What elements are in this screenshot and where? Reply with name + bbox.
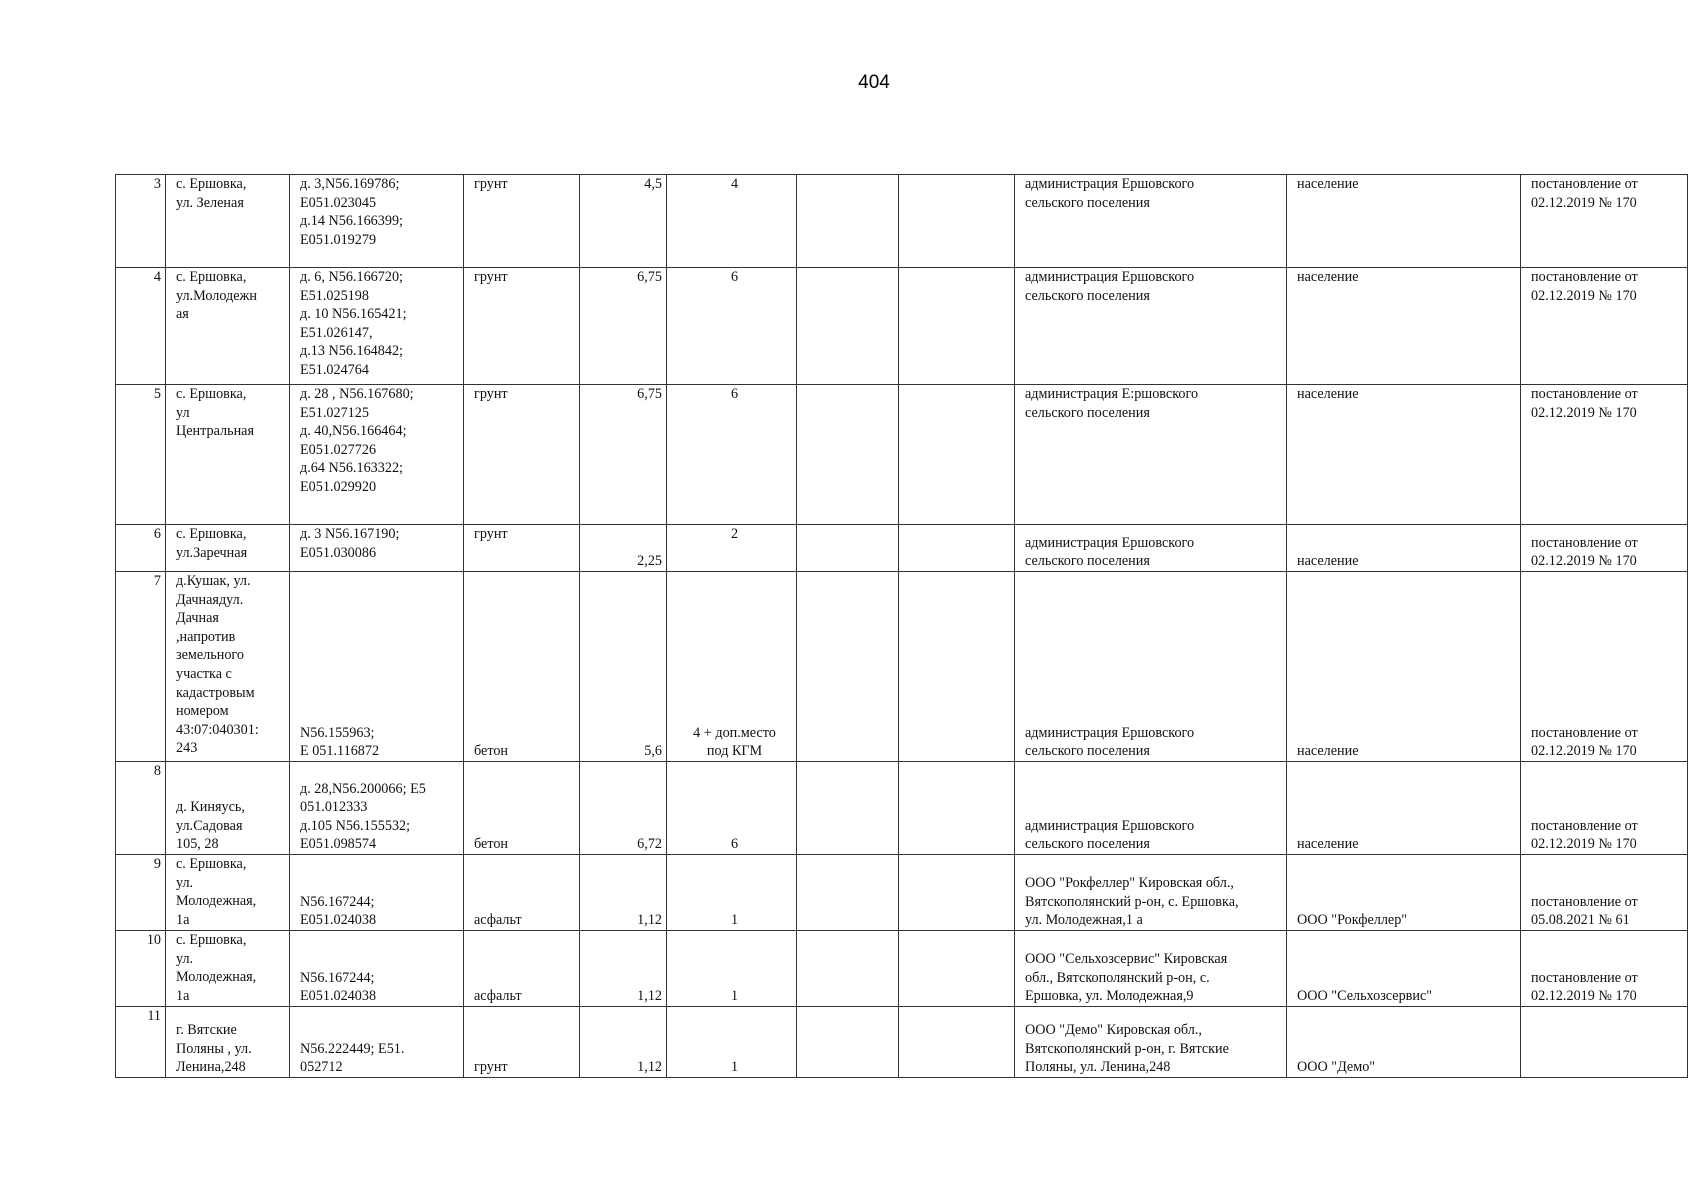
length-cell: 1,12 [580,855,667,931]
surface-cell: грунт [464,175,580,268]
document-cell: постановление от 02.12.2019 № 170 [1521,525,1688,572]
table-row [116,525,1688,572]
address-cell: с. Ершовка, ул. Молодежная, 1а [166,931,290,1007]
length-cell: 5,6 [580,572,667,762]
document-cell [1521,1007,1688,1078]
owner-cell: ООО "Рокфеллер" Кировская обл., Вятскополянский р-он, с. Ершовка, ул. Молодежная,1 а [1015,855,1287,931]
users-cell: население [1287,175,1521,268]
surface-cell: асфальт [464,855,580,931]
users-cell: население [1287,268,1521,385]
row-number: 10 [116,931,166,1007]
address-cell: с. Ершовка, ул.Заречная [166,525,290,572]
empty-cell [797,1007,899,1078]
row-number: 6 [116,525,166,572]
coordinates-cell: N56.222449; Е51. 052712 [290,1007,464,1078]
owner-cell: ООО "Сельхозсервис" Кировская обл., Вятскополянский р-он, с. Ершовка, ул. Молодежная,9 [1015,931,1287,1007]
users-cell: ООО "Сельхозсервис" [1287,931,1521,1007]
empty-cell [797,525,899,572]
places-cell: 4 [667,175,797,268]
table-row [116,268,1688,385]
places-cell: 4 + доп.место под КГМ [667,572,797,762]
address-cell: д.Кушак, ул. Дачнаядул. Дачная ,напротив земельного участка с кадастровым номером 43:07:040301: 243 [166,572,290,762]
empty-cell [797,762,899,855]
users-cell: население [1287,762,1521,855]
users-cell: население [1287,572,1521,762]
empty-cell [899,931,1015,1007]
empty-cell [797,385,899,525]
surface-cell: асфальт [464,931,580,1007]
places-cell: 6 [667,385,797,525]
places-cell: 1 [667,1007,797,1078]
length-cell: 6,75 [580,385,667,525]
places-cell: 6 [667,268,797,385]
empty-cell [797,572,899,762]
coordinates-cell: д. 6, N56.166720; Е51.025198 д. 10 N56.165421; Е51.026147, д.13 N56.164842; Е51.024764 [290,268,464,385]
table-row [116,931,1688,1007]
coordinates-cell: д. 3 N56.167190; Е051.030086 [290,525,464,572]
surface-cell: грунт [464,385,580,525]
address-cell: с. Ершовка, ул Центральная [166,385,290,525]
coordinates-cell: д. 3,N56.169786; Е051.023045 д.14 N56.166399; Е051.019279 [290,175,464,268]
row-number: 11 [116,1007,166,1078]
empty-cell [899,762,1015,855]
page-number: 404 [858,72,890,93]
users-cell: ООО "Рокфеллер" [1287,855,1521,931]
row-number: 9 [116,855,166,931]
address-cell: с. Ершовка, ул. Зеленая [166,175,290,268]
document-cell: постановление от 02.12.2019 № 170 [1521,268,1688,385]
empty-cell [899,268,1015,385]
length-cell: 4,5 [580,175,667,268]
users-cell: население [1287,385,1521,525]
table-row [116,855,1688,931]
users-cell: ООО "Демо" [1287,1007,1521,1078]
table-row [116,385,1688,525]
document-cell: постановление от 02.12.2019 № 170 [1521,175,1688,268]
users-cell: население [1287,525,1521,572]
owner-cell: администрация Ершовского сельского поселения [1015,175,1287,268]
coordinates-cell: N56.155963; Е 051.116872 [290,572,464,762]
address-cell: г. Вятские Поляны , ул. Ленина,248 [166,1007,290,1078]
address-cell: д. Киняусь, ул.Садовая 105, 28 [166,762,290,855]
document-cell: постановление от 02.12.2019 № 170 [1521,762,1688,855]
registry-table [115,174,1688,1078]
document-cell: постановление от 05.08.2021 № 61 [1521,855,1688,931]
row-number: 4 [116,268,166,385]
places-cell: 2 [667,525,797,572]
coordinates-cell: д. 28 , N56.167680; Е51.027125 д. 40,N56.166464; Е051.027726 д.64 N56.163322; Е051.029920 [290,385,464,525]
document-cell: постановление от 02.12.2019 № 170 [1521,572,1688,762]
surface-cell: грунт [464,1007,580,1078]
empty-cell [899,1007,1015,1078]
empty-cell [899,385,1015,525]
places-cell: 6 [667,762,797,855]
owner-cell: администрация Ершовского сельского поселения [1015,268,1287,385]
table-row [116,1007,1688,1078]
length-cell: 1,12 [580,931,667,1007]
owner-cell: администрация Е:ршовского сельского поселения [1015,385,1287,525]
coordinates-cell: N56.167244; Е051.024038 [290,855,464,931]
owner-cell: ООО "Демо" Кировская обл., Вятскополянский р-он, г. Вятские Поляны, ул. Ленина,248 [1015,1007,1287,1078]
table-body [116,175,1688,1078]
owner-cell: администрация Ершовского сельского поселения [1015,762,1287,855]
owner-cell: администрация Ершовского сельского поселения [1015,572,1287,762]
document-cell: постановление от 02.12.2019 № 170 [1521,931,1688,1007]
length-cell: 6,72 [580,762,667,855]
length-cell: 2,25 [580,525,667,572]
address-cell: с. Ершовка, ул. Молодежная, 1а [166,855,290,931]
empty-cell [797,268,899,385]
coordinates-cell: д. 28,N56.200066; Е5 051.012333 д.105 N56.155532; Е051.098574 [290,762,464,855]
empty-cell [899,525,1015,572]
row-number: 3 [116,175,166,268]
document-cell: постановление от 02.12.2019 № 170 [1521,385,1688,525]
surface-cell: бетон [464,762,580,855]
address-cell: с. Ершовка, ул.Молодежн ая [166,268,290,385]
row-number: 7 [116,572,166,762]
surface-cell: грунт [464,268,580,385]
table-row [116,762,1688,855]
empty-cell [899,175,1015,268]
row-number: 5 [116,385,166,525]
owner-cell: администрация Ершовского сельского поселения [1015,525,1287,572]
length-cell: 6,75 [580,268,667,385]
row-number: 8 [116,762,166,855]
surface-cell: бетон [464,572,580,762]
coordinates-cell: N56.167244; Е051.024038 [290,931,464,1007]
empty-cell [797,175,899,268]
table-row [116,175,1688,268]
empty-cell [797,931,899,1007]
surface-cell: грунт [464,525,580,572]
places-cell: 1 [667,855,797,931]
empty-cell [899,572,1015,762]
length-cell: 1,12 [580,1007,667,1078]
places-cell: 1 [667,931,797,1007]
table-row [116,572,1688,762]
empty-cell [797,855,899,931]
empty-cell [899,855,1015,931]
